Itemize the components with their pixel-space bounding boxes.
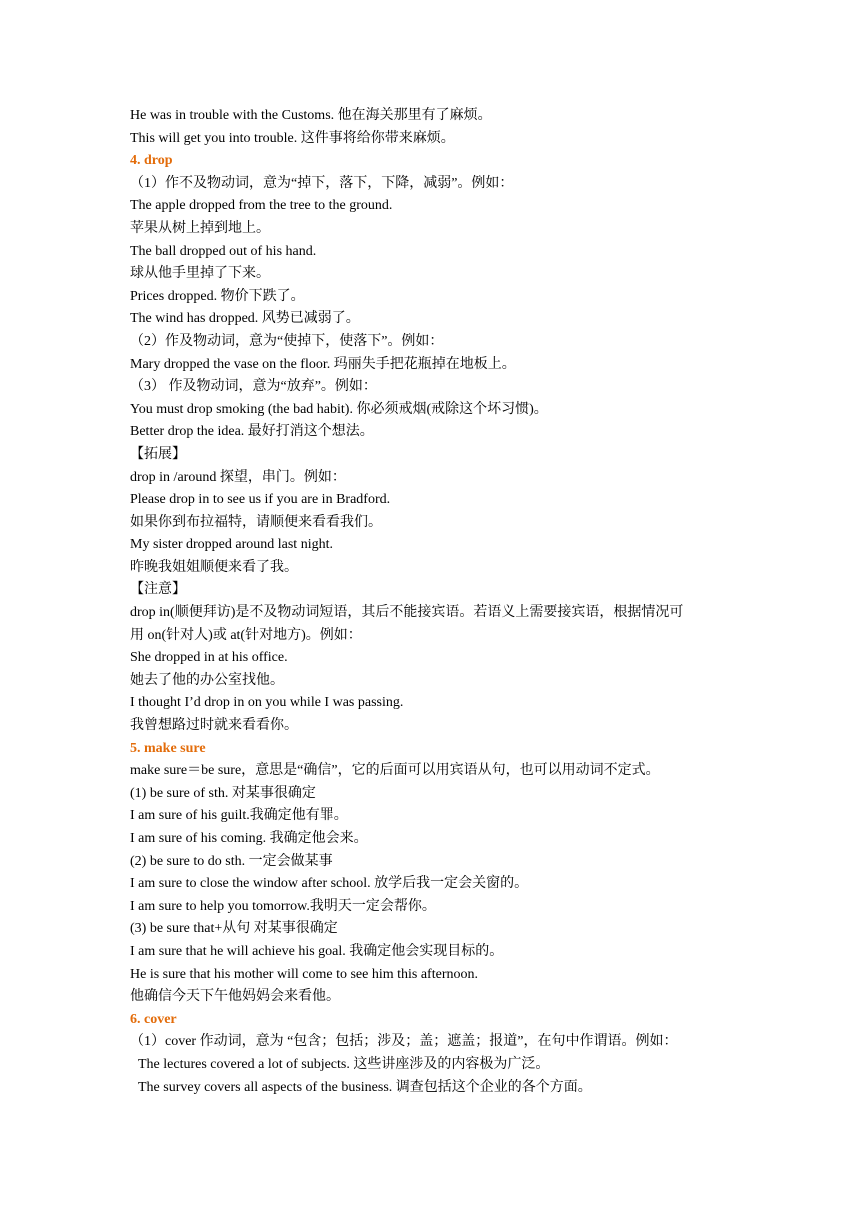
- text-line: （2）作及物动词，意为“使掉下，使落下”。例如：: [130, 333, 444, 349]
- text-line: 我曾想路过时就来看看你。: [130, 718, 298, 734]
- document-page: [130, 105, 790, 1099]
- text-line: The apple dropped from the tree to the ground.: [130, 198, 393, 214]
- text-line: 球从他手里掉了下来。: [130, 266, 270, 282]
- text-line: I am sure to close the window after school. 放学后我一定会关窗的。: [130, 876, 529, 892]
- text-line: I thought I’d drop in on you while I was passing.: [130, 695, 404, 711]
- text-line: I am sure of his coming. 我确定他会来。: [130, 831, 368, 846]
- text-line: She dropped in at his office.: [130, 650, 288, 666]
- text-line: Mary dropped the vase on the floor. 玛丽失手把花瓶掉在地板上。: [130, 356, 516, 372]
- text-line: I am sure that he will achieve his goal. 我确定他会实现目标的。: [130, 943, 504, 959]
- text-line: 她去了他的办公室找他。: [130, 672, 284, 688]
- text-line: I am sure of his guilt.我确定他有罪。: [130, 808, 348, 824]
- text-line: Better drop the idea. 最好打消这个想法。: [130, 424, 374, 440]
- text-line: (1) be sure of sth. 对某事很确定: [130, 785, 316, 801]
- text-line: 苹果从树上掉到地上。: [130, 220, 270, 236]
- text-line: 【拓展】: [130, 446, 186, 462]
- text-line: 【注意】: [130, 582, 186, 598]
- section-heading: 6. cover: [130, 1011, 177, 1027]
- example-line: The lectures covered a lot of subjects. 这些讲座涉及的内容极为广泛。: [138, 1056, 550, 1072]
- text-line: Prices dropped. 物价下跌了。: [130, 288, 305, 304]
- section-heading: 5. make sure: [130, 740, 206, 756]
- text-line: （1）cover 作动词，意为 “包含；包括；涉及；盖；遮盖；报道”，在句中作谓语。例如：: [130, 1034, 678, 1050]
- text-line: drop in /around 探望，串门。例如：: [130, 469, 346, 485]
- text-line: make sure＝be sure，意思是“确信”，它的后面可以用宾语从句，也可以用动词不定式。: [130, 763, 660, 779]
- text-line: 他确信今天下午他妈妈会来看他。: [130, 989, 340, 1005]
- text-line: Please drop in to see us if you are in Bradford.: [130, 492, 391, 508]
- text-line: He was in trouble with the Customs. 他在海关那里有了麻烦。: [130, 108, 492, 123]
- text-line: The wind has dropped. 风势已减弱了。: [130, 311, 360, 327]
- text-line: 如果你到布拉福特，请顺便来看看我们。: [130, 514, 382, 530]
- text-line: I am sure to help you tomorrow.我明天一定会帮你。: [130, 898, 436, 914]
- text-line: My sister dropped around last night.: [130, 537, 333, 553]
- text-line: (2) be sure to do sth. 一定会做某事: [130, 853, 333, 869]
- text-line: 昨晚我姐姐顺便来看了我。: [130, 559, 298, 575]
- text-line: drop in(顺便拜访)是不及物动词短语，其后不能接宾语。若语义上需要接宾语，根据情况可: [130, 605, 684, 621]
- example-line: The survey covers all aspects of the business. 调查包括这个企业的各个方面。: [138, 1079, 592, 1095]
- text-line: The ball dropped out of his hand.: [130, 243, 317, 259]
- text-line: He is sure that his mother will come to see him this afternoon.: [130, 966, 478, 982]
- text-line: （1）作不及物动词，意为“掉下，落下，下降，减弱”。例如：: [130, 175, 514, 191]
- text-line: You must drop smoking (the bad habit). 你必须戒烟(戒除这个坏习惯)。: [130, 401, 548, 417]
- text-line: This will get you into trouble. 这件事将给你带来麻烦。: [130, 130, 455, 146]
- text-line: (3) be sure that+从句 对某事很确定: [130, 921, 338, 937]
- text-line: （3） 作及物动词，意为“放弃”。例如：: [130, 379, 377, 395]
- section-heading: 4. drop: [130, 153, 173, 169]
- text-line: 用 on(针对人)或 at(针对地方)。例如：: [130, 627, 362, 643]
